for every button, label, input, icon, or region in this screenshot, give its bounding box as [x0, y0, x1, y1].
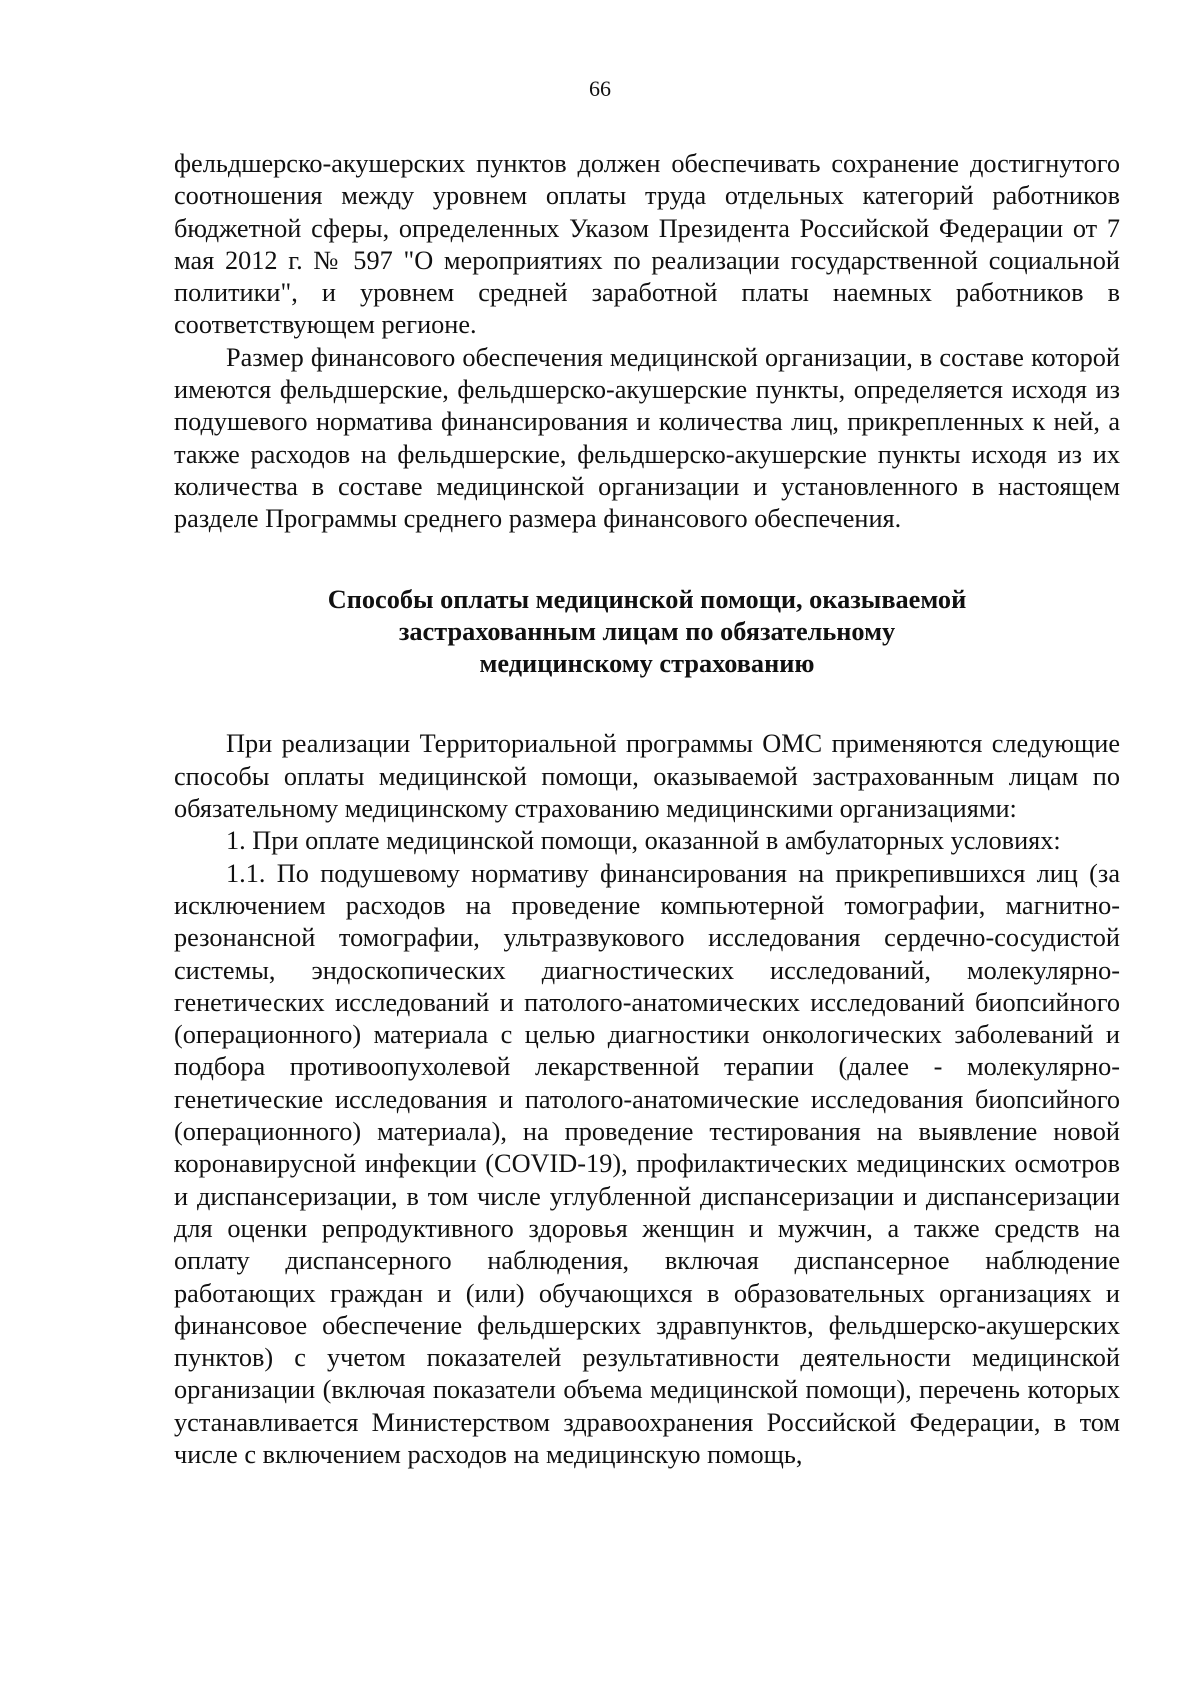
section-heading-line: застрахованным лицам по обязательному: [398, 616, 896, 646]
section-heading-line: медицинскому страхованию: [479, 649, 815, 679]
page-number: 66: [589, 76, 611, 101]
section-heading-line: Способы оплаты медицинской помощи, оказываемой: [327, 584, 967, 614]
paragraph-item-1-1: 1.1. По подушевому нормативу финансирования на прикрепившихся лиц (за исключением расходов на проведение компьютерной томографии, магнитно-резонансной томографии, ультразвукового исследования сердечно-сосудистой системы, эндоскопических диагностических исследований, молекулярно-генетических исследований и патолого-анатомических исследований биопсийного (операционного) материала с целью диагностики онкологических заболеваний и подбора противоопухолевой лекарственной терапии (далее - молекулярно-генетические исследования и патолого-анатомические исследования биопсийного (операционного) материала), на проведение тестирования на выявление новой коронавирусной инфекции (COVID-19), профилактических медицинских осмотров и диспансеризации, в том числе углубленной диспансеризации и диспансеризации для оценки репродуктивного здоровья женщин и мужчин, а также средств на оплату диспансерного наблюдения, включая диспансерное наблюдение работающих граждан и (или) обучающихся в образовательных организациях и финансовое обеспечение фельдшерских здравпунктов, фельдшерско-акушерских пунктов) с учетом показателей результативности деятельности медицинской организации (включая показатели объема медицинской помощи), перечень которых устанавливается Министерством здравоохранения Российской Федерации, в том числе с включением расходов на медицинскую помощь,: [174, 858, 1120, 1469]
section-heading: [174, 584, 1120, 681]
document-body: [174, 148, 1120, 1471]
paragraph-financing-size: Размер финансового обеспечения медицинской организации, в составе которой имеются фельдшерские, фельдшерско-акушерские пункты, определяется исходя из подушевого норматива финансирования и количества лиц, прикрепленных к ней, а также расходов на фельдшерские, фельдшерско-акушерские пункты исходя из их количества в составе медицинской организации и установленного в настоящем разделе Программы среднего размера финансового обеспечения.: [174, 342, 1120, 534]
paragraph-item-1: 1. При оплате медицинской помощи, оказанной в амбулаторных условиях:: [226, 826, 1061, 856]
paragraph-payment-methods-intro: При реализации Территориальной программы ОМС применяются следующие способы оплаты медицинской помощи, оказываемой застрахованным лицам по обязательному медицинскому страхованию медицинскими организациями:: [174, 729, 1120, 824]
paragraph-continuation: фельдшерско-акушерских пунктов должен обеспечивать сохранение достигнутого соотношения между уровнем оплаты труда отдельных категорий работников бюджетной сферы, определенных Указом Президента Российской Федерации от 7 мая 2012 г. № 597 "О мероприятиях по реализации государственной социальной политики", и уровнем средней заработной платы наемных работников в соответствующем регионе.: [174, 149, 1120, 340]
